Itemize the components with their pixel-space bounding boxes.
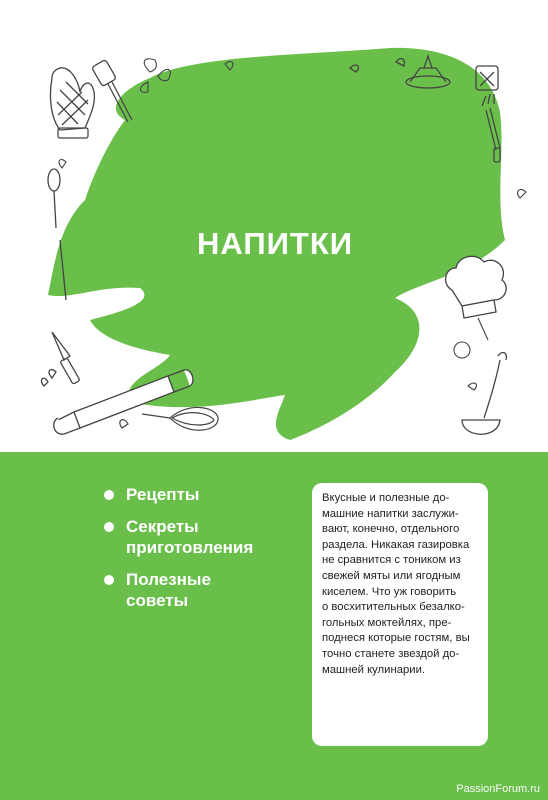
bullet-icon xyxy=(104,575,114,585)
knife-icon xyxy=(41,332,80,386)
list-item: Полезные советы xyxy=(104,569,256,611)
feature-list xyxy=(104,484,296,622)
description-line: гольных моктейлях, пре- xyxy=(322,616,452,629)
bullet-icon xyxy=(104,522,114,532)
description-box xyxy=(312,483,488,746)
description-line: машние напитки заслужи- xyxy=(322,507,459,520)
list-item: Секреты приготовления xyxy=(104,516,296,558)
description-line: машней кулинарии. xyxy=(322,663,426,676)
description-line: вают, конечно, отдельного xyxy=(322,523,460,536)
whisk-icon xyxy=(120,407,218,430)
bullet-icon xyxy=(104,490,114,500)
description-line: свежей мяты или ягодным xyxy=(322,569,461,582)
oven-mitt-icon xyxy=(50,68,94,138)
description-line: поднеся которые гостям, вы xyxy=(322,632,470,645)
description-line: точно станете звездой до- xyxy=(322,647,460,660)
description-line: киселем. Что уж говорить xyxy=(322,585,457,598)
list-item: Рецепты xyxy=(104,484,296,505)
section-title: НАПИТКИ xyxy=(196,226,354,261)
description-line: раздела. Никакая газировка xyxy=(322,538,470,551)
ladle-icon xyxy=(462,353,506,435)
description-line: Вкусные и полезные до- xyxy=(322,492,450,504)
watermark: PassionForum.ru xyxy=(456,783,540,795)
description-line: не сравнится с тоником из xyxy=(322,554,461,567)
description-line: о восхитительных безалко- xyxy=(322,601,465,614)
